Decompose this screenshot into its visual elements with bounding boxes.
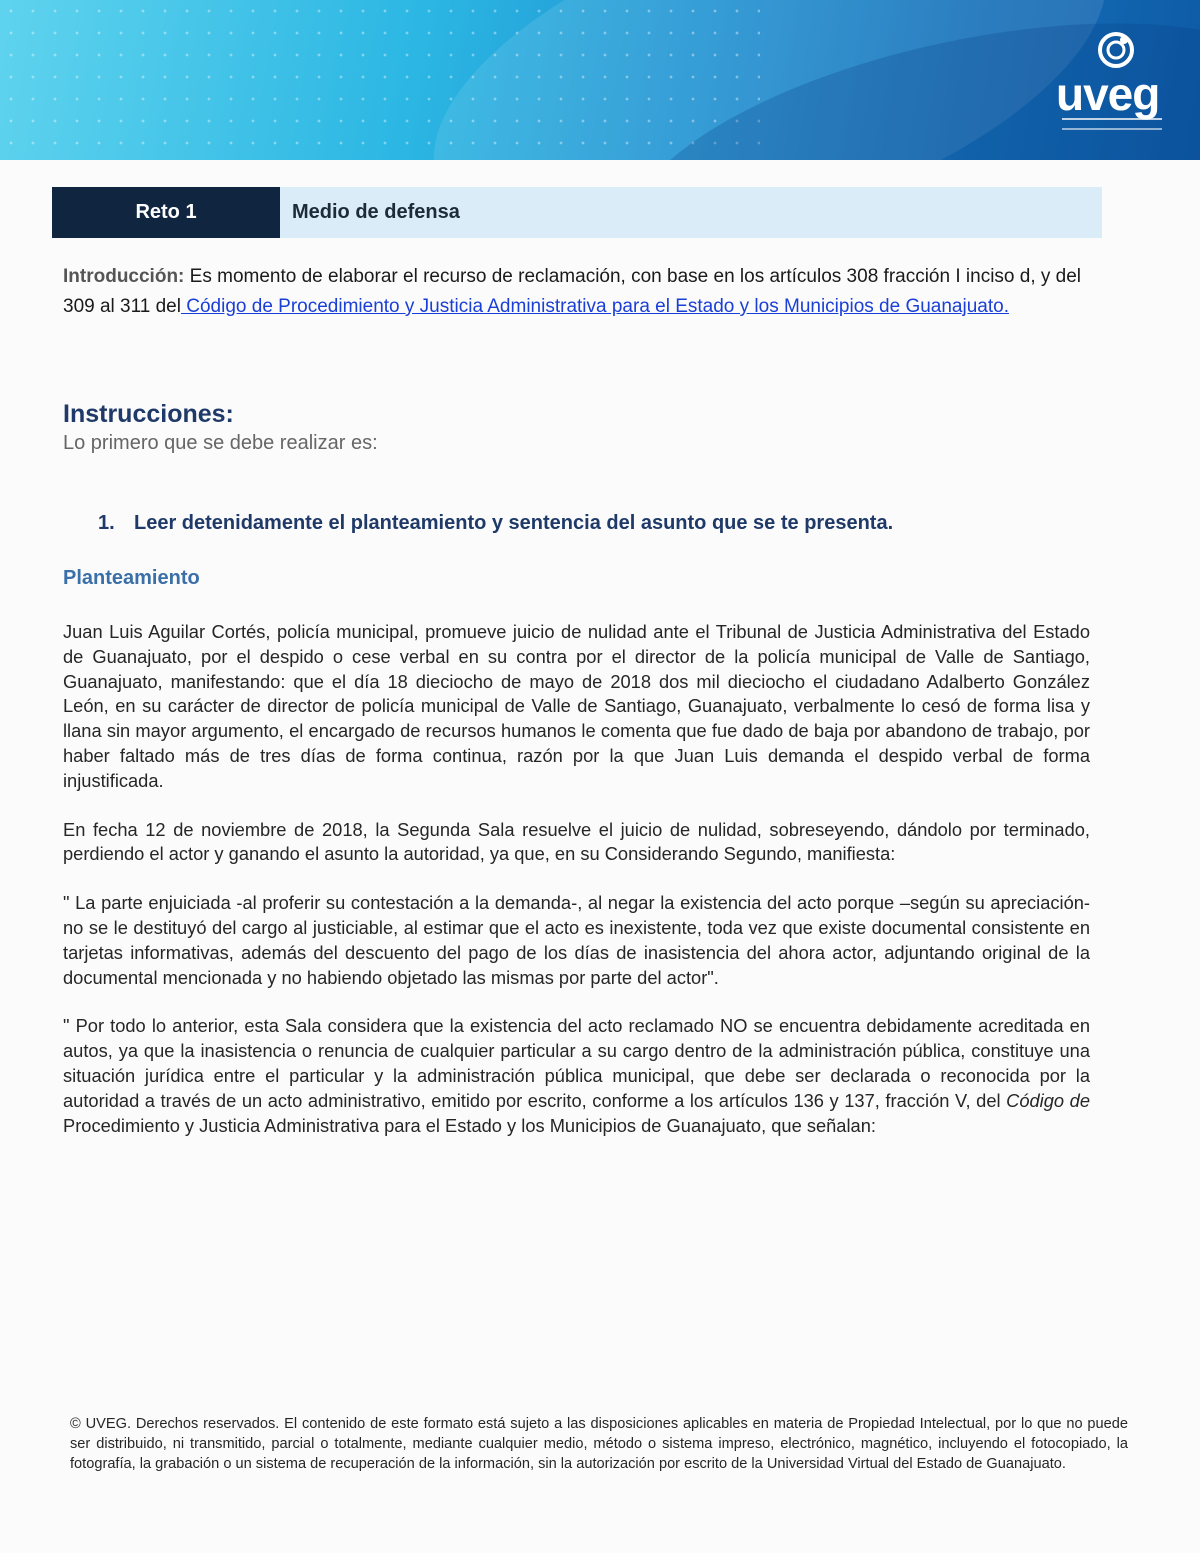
instructions-heading: Instrucciones: (63, 400, 234, 428)
logo-subtitle-lines (1062, 118, 1162, 130)
body-paragraph: Juan Luis Aguilar Cortés, policía municipal, promueve juicio de nulidad ante el Tribunal de Justicia Administrativa del Estado de Guanajuato, por el despido o cese verbal en su contra por el director de la policía municipal de Valle de Santiago, Guanajuato, manifestando: que el día 18 dieciocho de mayo de 2018 dos mil dieciocho el ciudadano Adalberto González León, en su carácter de director de policía municipal de Valle de Santiago, Guanajuato, verbalmente lo cesó de forma lisa y llana sin mayor argumento, el encargado de recursos humanos le comenta que fue dado de baja por abandono de trabajo, por haber faltado más de tres días de forma continua, razón por la que Juan Luis demanda el despido verbal de forma injustificada. (63, 621, 1090, 791)
uveg-logo (1052, 28, 1172, 128)
body-text-part: " Por todo lo anterior, esta Sala considera que la existencia del acto reclamado NO se encuentra debidamente acreditada en autos, ya que la inasistencia o renuncia de cualquier particular a su cargo dentro de la administración pública, constituye una situación jurídica entre el particular y la administración pública municipal, que debe ser declarada o reconocida por la autoridad a través de un acto administrativo, emitido por escrito, conforme a los artículos 136 y 137, fracción V, del (63, 1015, 1090, 1111)
step-item (98, 512, 893, 535)
planteamiento-heading: Planteamiento (63, 567, 200, 589)
uveg-logo-icon (1096, 30, 1136, 70)
code-link[interactable]: Código de Procedimiento y Justicia Administrativa para el Estado y los Municipios de Guanajuato. (180, 296, 1009, 317)
body-paragraph (63, 1014, 1090, 1138)
instructions-subtitle: Lo primero que se debe realizar es: (63, 432, 378, 454)
intro-paragraph (63, 262, 1093, 322)
body-text-italic: Código de (1006, 1089, 1090, 1111)
step-number: 1. (98, 512, 115, 534)
intro-section (63, 262, 1093, 322)
logo-wordmark: uveg (1056, 68, 1160, 120)
intro-text: Es momento de elaborar el recurso de reclamación, con base en los artículos 308 fracción I inciso d, y del 309 al 311 del (63, 266, 1082, 317)
body-paragraph: " La parte enjuiciada -al proferir su contestación a la demanda-, al negar la existencia del acto porque –según su apreciación- no se le destituyó del cargo al justiciable, al estimar que el acto es inexistente, toda vez que existe documental consistente en tarjetas informativas, además del descuento del pago de los días de inasistencia del ahora actor, adjuntando original de la documental mencionada y no habiendo objetado las mismas por parte del actor". (63, 892, 1090, 988)
copyright-footer: © UVEG. Derechos reservados. El contenido de este formato está sujeto a las disposiciones aplicables en materia de Propiedad Intelectual, por lo que no puede ser distribuido, ni transmitido, parcial o totalmente, mediante cualquier medio, método o sistema impreso, electrónico, magnético, incluyendo el fotocopiado, la fotografía, la grabación o un sistema de recuperación de la información, sin la autorización por escrito de la Universidad Virtual del Estado de Guanajuato. (70, 1416, 1128, 1472)
planteamiento-body (63, 620, 1090, 1162)
step-text: Leer detenidamente el planteamiento y sentencia del asunto que se te presenta. (134, 512, 894, 534)
challenge-label: Reto 1 (52, 187, 280, 238)
challenge-title: Medio de defensa (280, 187, 1102, 238)
body-text-part: Procedimiento y Justicia Administrativa para el Estado y los Municipios de Guanajuato, que señalan: (63, 1114, 876, 1136)
intro-label: Introducción: (63, 266, 185, 287)
header-banner (0, 0, 1200, 160)
title-bar (52, 187, 1102, 238)
body-paragraph: En fecha 12 de noviembre de 2018, la Segunda Sala resuelve el juicio de nulidad, sobreseyendo, dándolo por terminado, perdiendo el actor y ganando el asunto la autoridad, ya que, en su Considerando Segundo, manifiesta: (63, 818, 1090, 865)
